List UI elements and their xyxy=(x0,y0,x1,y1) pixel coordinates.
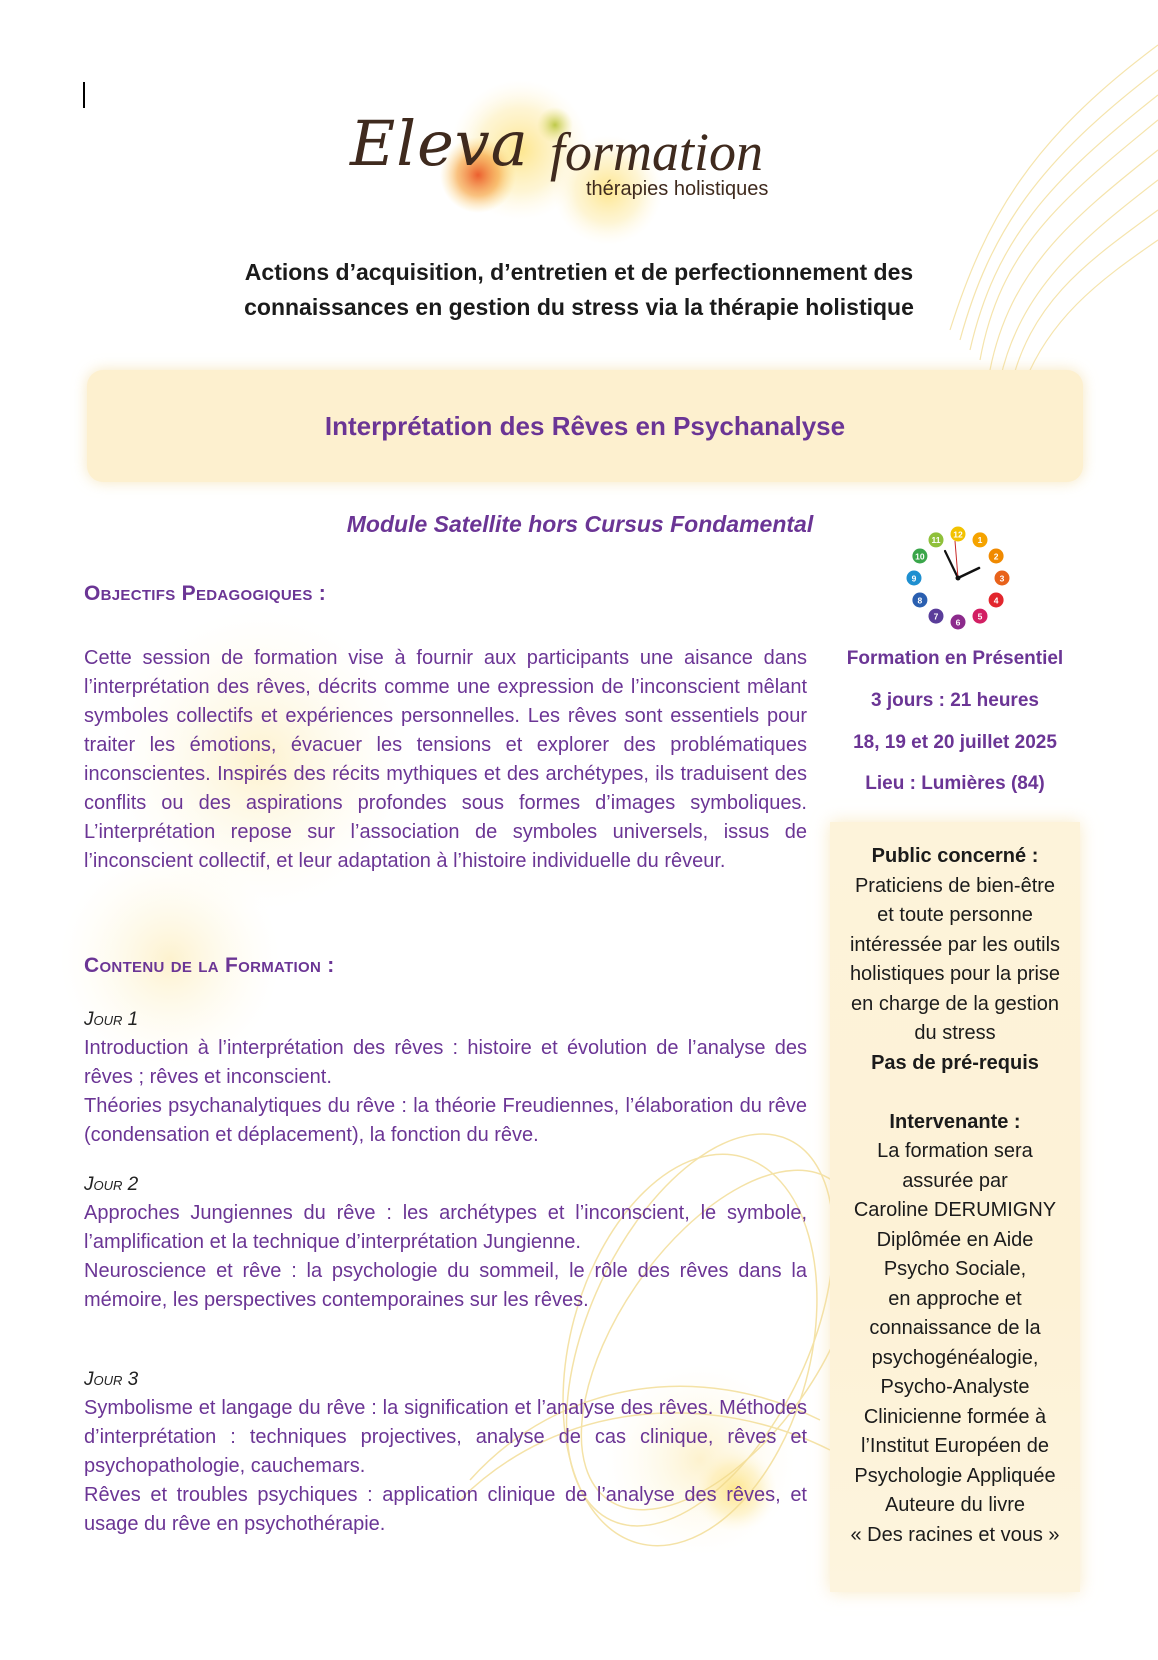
speaker-line-5: Psycho Sociale, xyxy=(883,1258,1027,1280)
speaker-line-10: Clinicienne formée à xyxy=(863,1405,1047,1428)
speaker-line-2: assurée par xyxy=(902,1169,1008,1192)
day-1-paragraph-2: Théories psychanalytiques du rêve : la théorie Freudiennes, l’élaboration du rêve (condensation et déplacement), la fonction du rêve. xyxy=(84,1095,807,1146)
speaker-line-3: Caroline DERUMIGNY xyxy=(853,1199,1057,1221)
clock-number-label: 4 xyxy=(993,595,999,606)
clock-number-label: 7 xyxy=(933,611,939,622)
clock-number-label: 5 xyxy=(977,611,983,622)
public-line-4: holistiques pour la prise xyxy=(849,963,1061,985)
objectives-text: Cette session de formation vise à fournir aux participants une aisance dans l’interprétation des rêves, décrits comme une expression de l’inconscient mêlant symboles collectifs et expériences personnelles. Les rêves sont essentiels pour traiter les émotions, évacuer les tensions et explorer des problématiques inconscientes. Inspirés des récits mythiques et des archétypes, ils traduisent des conflits ou des aspirations profondes sous formes d’images symboliques. L’interprétation repose sur l’association de symboles universels, issus de l’inconscient collectif, et leur adaptation à l’histoire individuelle du rêveur. xyxy=(84,647,807,872)
logo-tagline: thérapies holistiques xyxy=(586,178,769,200)
speaker-line-13: Auteure du livre xyxy=(884,1494,1026,1516)
headline-line-1: Actions d’acquisition, d’entretien et de perfectionnement des xyxy=(244,259,914,285)
day-2-paragraph-1: Approches Jungiennes du rêve : les archétypes et l’inconscient, le symbole, l’amplification et la technique d’interprétation Jungienne. xyxy=(84,1202,807,1253)
clock-number-11 xyxy=(929,532,944,547)
clock-number-label: 6 xyxy=(955,617,961,628)
clock-number-6 xyxy=(951,615,966,630)
day-3-label: Jour 3 xyxy=(84,1369,139,1390)
page-title: Interprétation des Rêves en Psychanalyse xyxy=(324,410,846,441)
brand-logo xyxy=(350,95,810,225)
clock-hand-short xyxy=(958,568,979,578)
clock-number-4 xyxy=(989,593,1004,608)
speaker-heading: Intervenante : xyxy=(889,1110,1021,1133)
speaker-line-4: Diplômée en Aide xyxy=(876,1228,1034,1251)
clock-number-label: 9 xyxy=(911,573,917,584)
public-line-2: et toute personne xyxy=(877,904,1033,926)
page-subtitle: Module Satellite hors Cursus Fondamental xyxy=(346,511,814,537)
logo-brand-secondary: formation xyxy=(550,122,764,182)
clock-number-5 xyxy=(973,609,988,624)
public-line-6: du stress xyxy=(914,1022,996,1044)
day-1-section xyxy=(84,1005,807,1150)
public-line-1: Praticiens de bien-être xyxy=(854,874,1056,897)
clock-number-label: 12 xyxy=(953,529,963,540)
clock-number-12 xyxy=(951,527,966,542)
side-panel xyxy=(830,822,1080,1592)
day-1-label: Jour 1 xyxy=(84,1009,139,1030)
side-panel-text xyxy=(830,842,1080,1550)
clock-number-label: 2 xyxy=(993,551,999,562)
content-heading: Contenu de la Formation : xyxy=(84,954,335,977)
day-2-section xyxy=(84,1170,807,1315)
public-line-3: intéressée par les outils xyxy=(849,933,1061,956)
clock-number-label: 11 xyxy=(931,535,941,546)
clock-number-8 xyxy=(912,593,927,608)
speaker-line-14: « Des racines et vous » xyxy=(850,1523,1060,1546)
clock-number-3 xyxy=(995,571,1010,586)
logo-brand-main: Eleva xyxy=(350,107,529,180)
text-cursor xyxy=(83,82,85,108)
info-mode: Formation en Présentiel xyxy=(846,648,1064,669)
info-dates: 18, 19 et 20 juillet 2025 xyxy=(853,732,1057,753)
day-2-label: Jour 2 xyxy=(84,1174,139,1195)
speaker-line-12: Psychologie Appliquée xyxy=(854,1464,1056,1487)
speaker-line-8: psychogénéalogie, xyxy=(871,1346,1039,1369)
speaker-line-7: connaissance de la xyxy=(869,1317,1041,1339)
day-1-paragraph-1: Introduction à l’interprétation des rêves : histoire et évolution de l’analyse des rêves ; rêves et inconscient. xyxy=(84,1037,807,1088)
clock-number-1 xyxy=(973,532,988,547)
info-duration: 3 jours : 21 heures xyxy=(871,690,1039,711)
public-heading: Public concerné : xyxy=(871,845,1039,867)
clock-number-10 xyxy=(912,549,927,564)
speaker-line-11: l’Institut Européen de xyxy=(861,1435,1049,1457)
clock-number-7 xyxy=(929,609,944,624)
day-3-section xyxy=(84,1365,807,1539)
info-location: Lieu : Lumières (84) xyxy=(865,773,1045,794)
day-3-paragraph-1: Symbolisme et langage du rêve : la signification et l’analyse des rêves. Méthodes d’interprétation : techniques projectives, analyse de cas clinique, rêves et psychopathologie, cauchemars. xyxy=(84,1397,807,1477)
speaker-line-9: Psycho-Analyste xyxy=(880,1376,1030,1398)
clock-number-2 xyxy=(989,549,1004,564)
clock-center xyxy=(956,576,961,581)
day-3-paragraph-2: Rêves et troubles psychiques : application clinique de l’analyse des rêves, et usage du rêve en psychothérapie. xyxy=(84,1484,807,1535)
prerequisites: Pas de pré-requis xyxy=(871,1051,1039,1074)
speaker-line-1: La formation sera xyxy=(877,1140,1033,1162)
headline-line-2: connaissances en gestion du stress via la thérapie holistique xyxy=(244,294,914,320)
title-banner xyxy=(87,370,1083,482)
clock-number-label: 1 xyxy=(977,535,983,546)
clock-icon xyxy=(903,523,1013,633)
objectives-heading: Objectifs Pedagogiques : xyxy=(84,582,327,605)
public-line-5: en charge de la gestion xyxy=(851,992,1059,1015)
day-2-paragraph-2: Neuroscience et rêve : la psychologie du sommeil, le rôle des rêves dans la mémoire, les perspectives contemporaines sur les rêves. xyxy=(84,1260,807,1311)
headline xyxy=(160,255,998,325)
speaker-line-6: en approche et xyxy=(888,1287,1022,1310)
clock-number-label: 8 xyxy=(917,595,923,606)
clock-number-label: 3 xyxy=(999,573,1005,584)
clock-number-label: 10 xyxy=(915,551,925,562)
clock-number-9 xyxy=(907,571,922,586)
